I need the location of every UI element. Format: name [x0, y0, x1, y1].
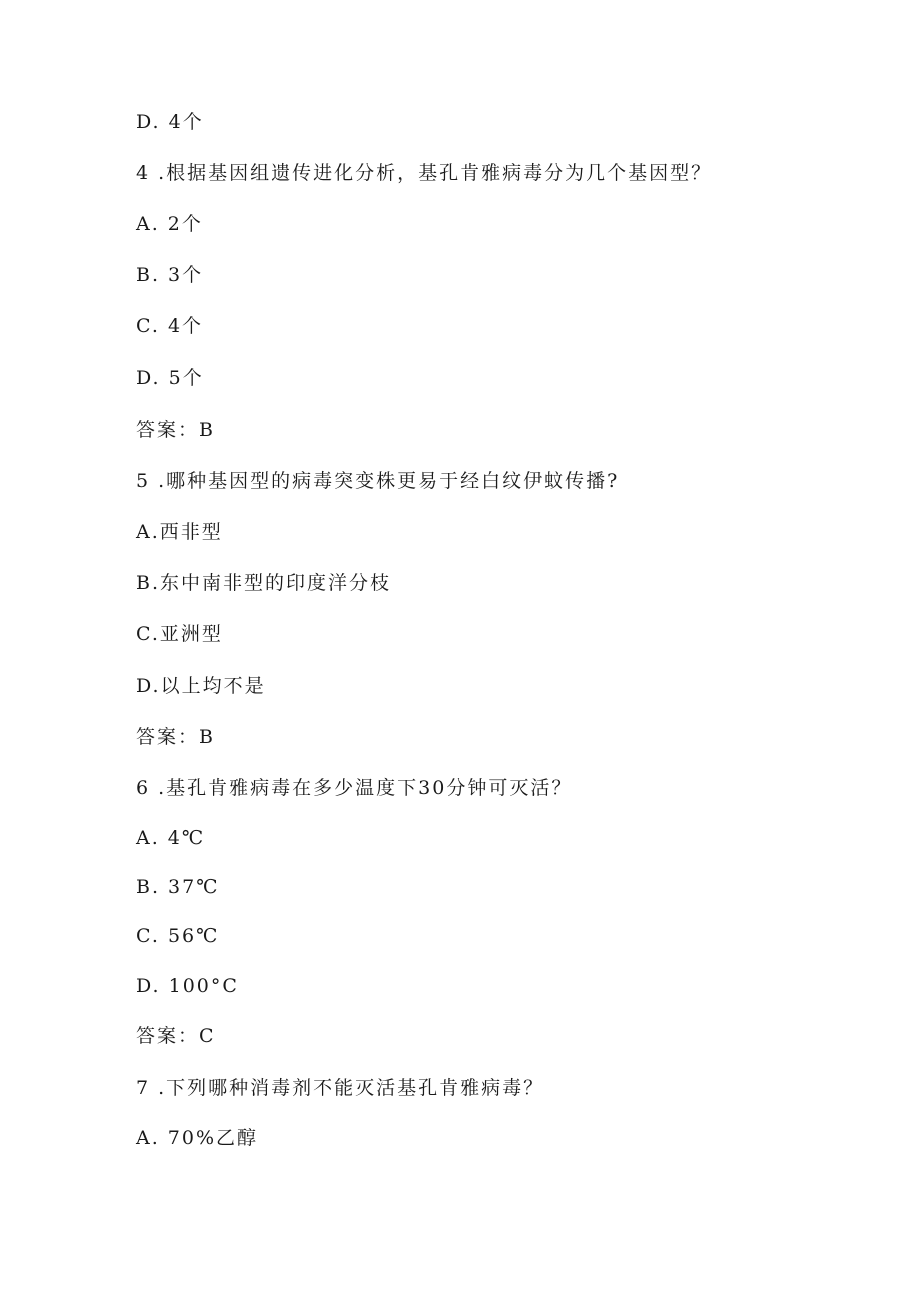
q6-option-a: A. 4℃ [136, 827, 206, 849]
q6-question: 6 .基孔肯雅病毒在多少温度下30分钟可灭活？ [136, 777, 573, 799]
q7-option-a: A. 70%乙醇 [136, 1127, 259, 1149]
q5-option-c: C.亚洲型 [136, 623, 223, 645]
q5-option-b: B.东中南非型的印度洋分枝 [136, 572, 392, 594]
q4-question: 4 .根据基因组遗传进化分析，基孔肯雅病毒分为几个基因型？ [136, 162, 713, 184]
q6-option-b: B. 37℃ [136, 876, 220, 898]
q4-option-b: B. 3个 [136, 264, 204, 286]
q3-option-d: D. 4个 [136, 111, 204, 133]
q4-answer: 答案：B [136, 419, 215, 441]
q6-answer: 答案：C [136, 1025, 216, 1047]
q7-question: 7 .下列哪种消毒剂不能灭活基孔肯雅病毒？ [136, 1077, 545, 1099]
q6-option-d: D. 100°C [136, 975, 239, 997]
q5-answer: 答案：B [136, 726, 215, 748]
q5-option-d: D.以上均不是 [136, 675, 266, 697]
q6-option-c: C. 56℃ [136, 925, 220, 947]
q5-option-a: A.西非型 [136, 521, 223, 543]
q4-option-d: D. 5个 [136, 367, 204, 389]
q4-option-a: A. 2个 [136, 213, 203, 235]
q4-option-c: C. 4个 [136, 315, 204, 337]
q5-question: 5 .哪种基因型的病毒突变株更易于经白纹伊蚊传播? [136, 470, 620, 492]
